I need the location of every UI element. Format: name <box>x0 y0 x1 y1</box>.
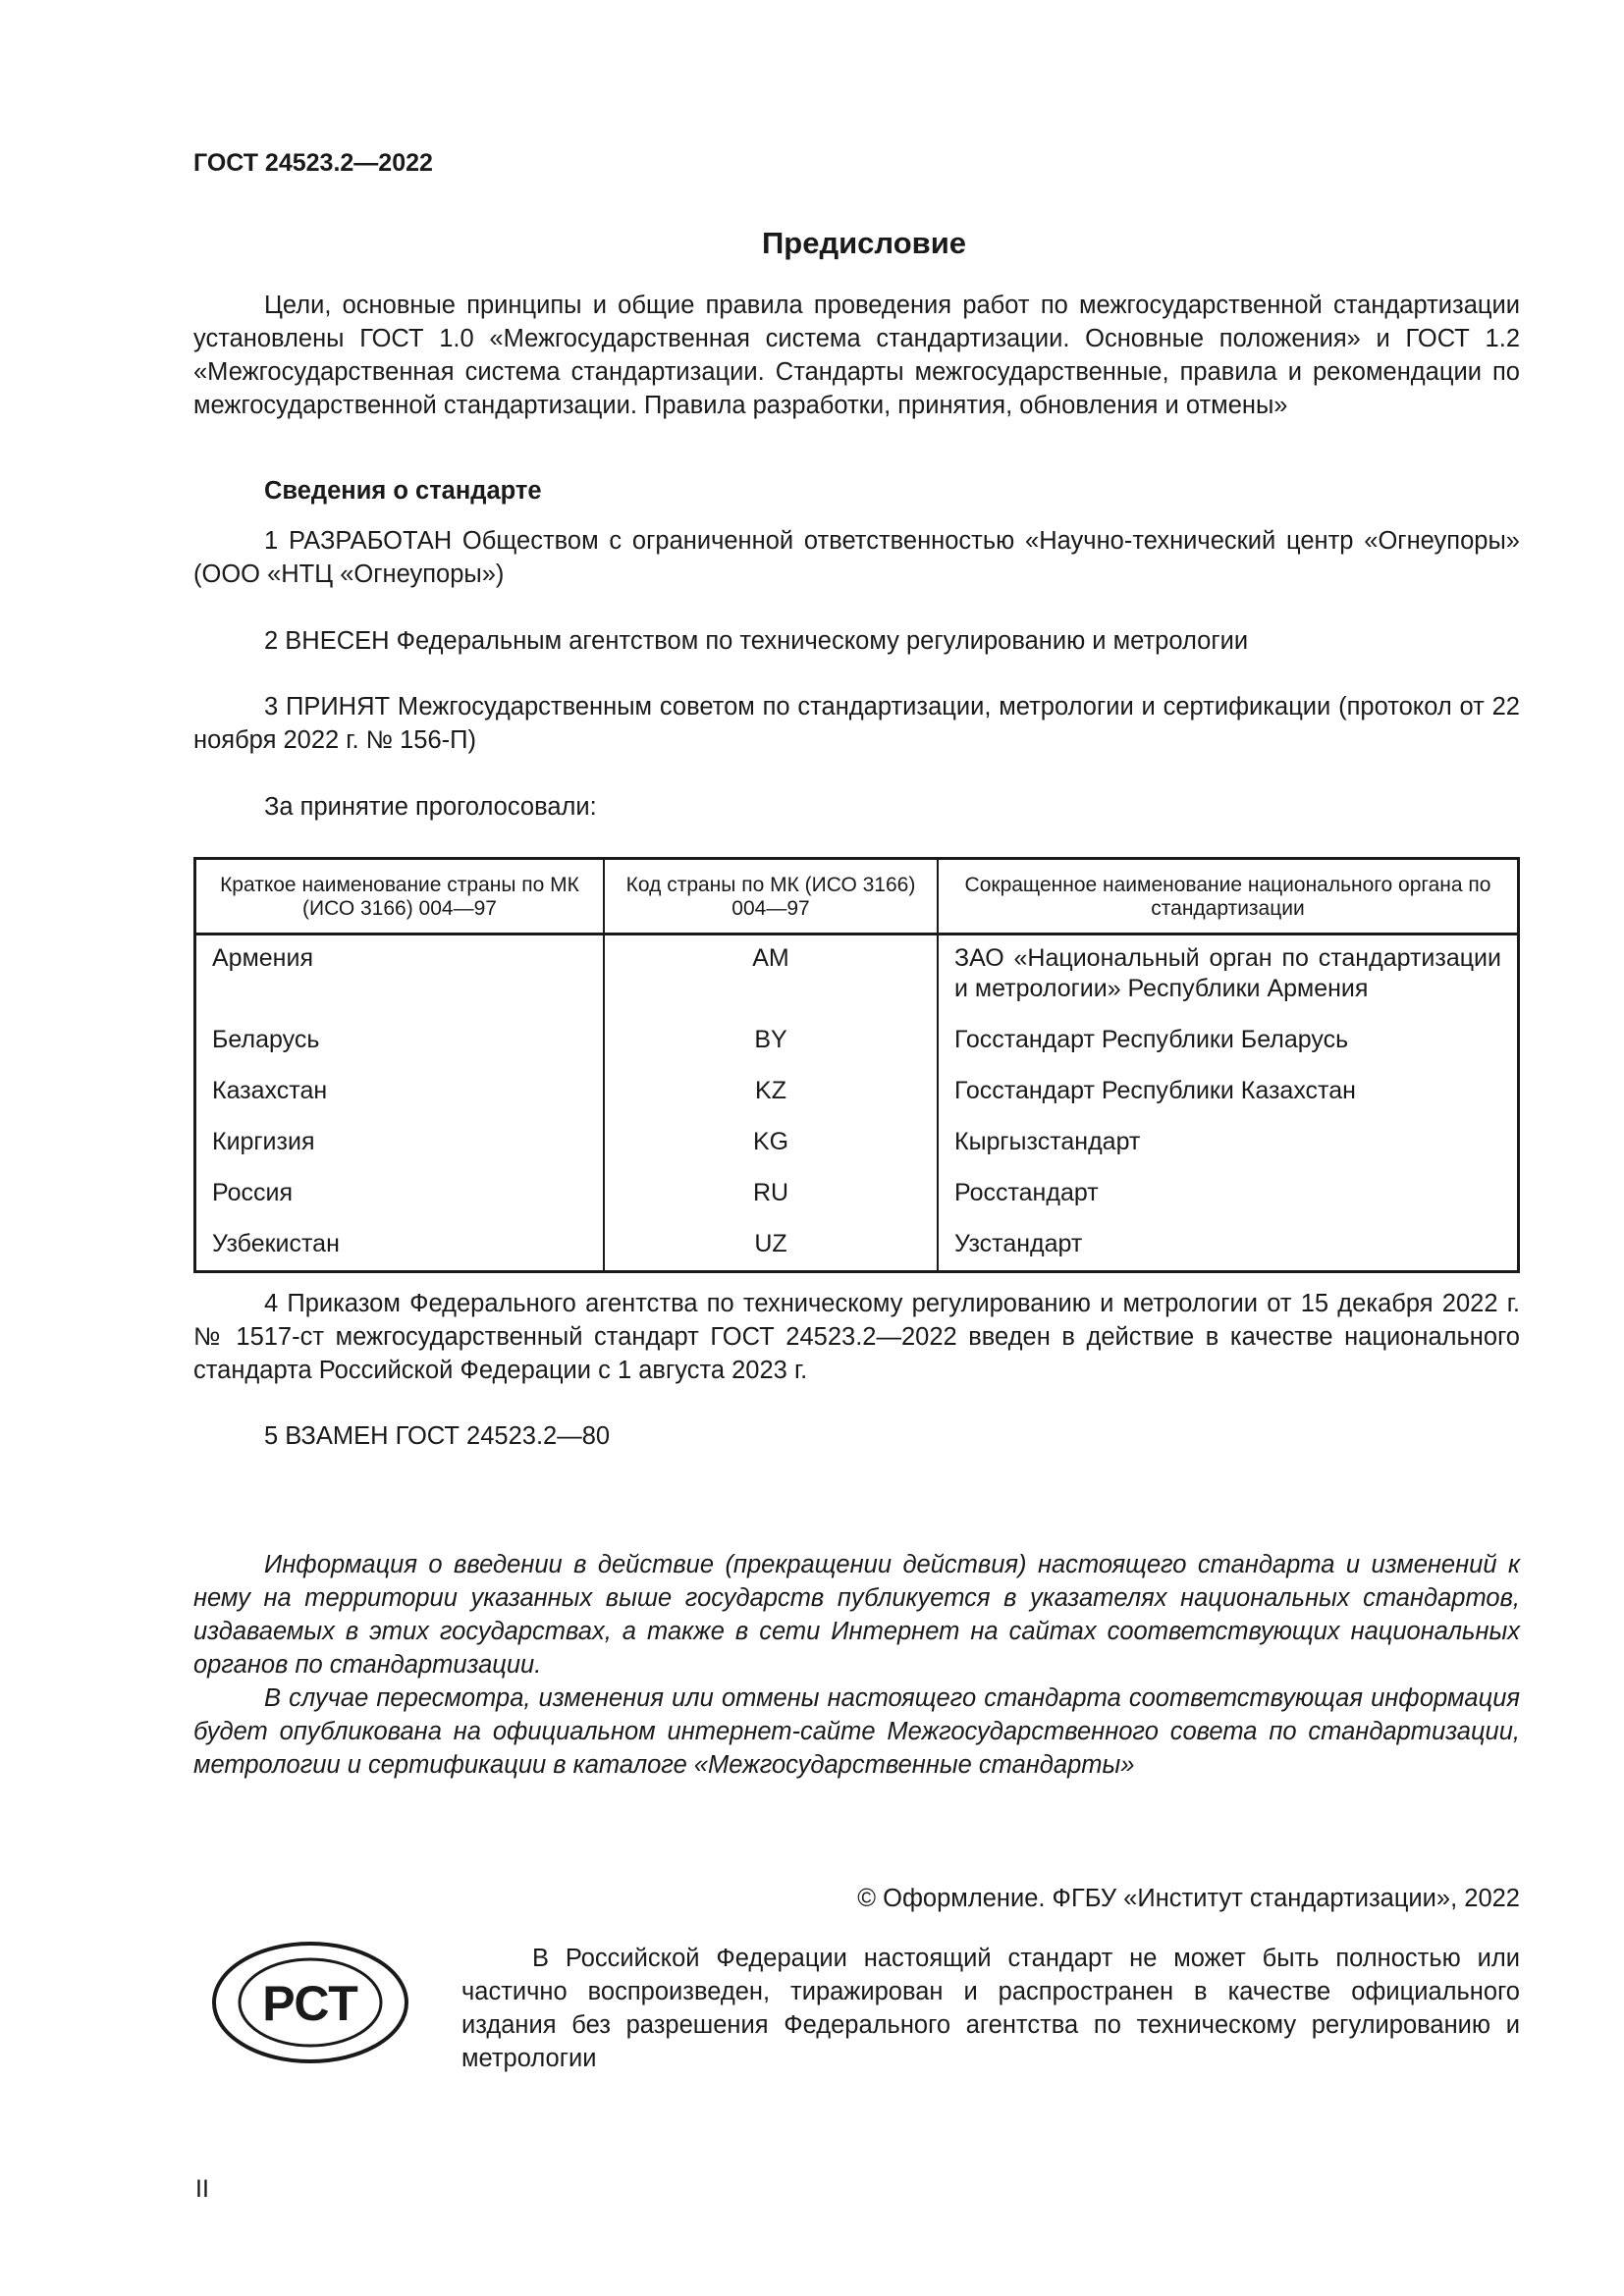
organ-cell: Узстандарт <box>938 1212 1519 1272</box>
item-order: 4 Приказом Федерального агентства по техническому регулированию и метрологии от 15 декабря 2022 г. № 1517-ст межгосударственный стандарт ГОСТ 24523.2—2022 введен в действие в качестве национального стандарта Российской Федерации с 1 августа 2023 г. <box>193 1290 1520 1384</box>
header-organ: Сокращенное наименование национального органа по стандартизации <box>938 859 1519 934</box>
rst-logo-icon <box>209 1940 411 2065</box>
organ-cell: Росстандарт <box>938 1161 1519 1212</box>
rst-logo <box>209 1940 411 2065</box>
table-row <box>195 1008 1519 1059</box>
document-code: ГОСТ 24523.2—2022 <box>193 149 433 177</box>
item-replaces: 5 ВЗАМЕН ГОСТ 24523.2—80 <box>264 1422 611 1450</box>
code-cell: AM <box>604 934 938 1009</box>
table-header-row <box>195 859 1519 934</box>
country-cell: Казахстан <box>212 1077 328 1104</box>
intro-paragraph: Цели, основные принципы и общие правила проведения работ по межгосударственной стандартизации установлены ГОСТ 1.0 «Межгосударственная система стандартизации. Основные положения» и ГОСТ 1.2 «Межгосударственная система стандартизации. Стандарты межгосударственные, правила и рекомендации по межгосударственной стандартизации. Правила разработки, принятия, обновления и отмены» <box>193 292 1520 419</box>
table-row <box>195 934 1519 1009</box>
copy-restriction-notice: В Российской Федерации настоящий стандарт не может быть полностью или частично воспроизведен, тиражирован и распространен в качестве официального издания без разрешения Федерального агентства по техническому регулированию и метрологии <box>461 1945 1520 2072</box>
item-developed: 1 РАЗРАБОТАН Обществом с ограниченной ответственностью «Научно-технический центр «Огнеупоры» (ООО «НТЦ «Огнеупоры») <box>193 527 1520 588</box>
country-cell: Киргизия <box>212 1128 315 1155</box>
organ-cell: Госстандарт Республики Казахстан <box>938 1059 1519 1110</box>
logo-lettering: РСТ <box>262 1976 358 2031</box>
item-adopted: 3 ПРИНЯТ Межгосударственным советом по стандартизации, метрологии и сертификации (протокол от 22 ноября 2022 г. № 156-П) <box>193 693 1520 754</box>
code-cell: KG <box>604 1110 938 1161</box>
code-cell: UZ <box>604 1212 938 1272</box>
voted-label: За принятие проголосовали: <box>264 793 597 821</box>
header-code: Код страны по МК (ИСО 3166) 004—97 <box>604 859 938 934</box>
voting-table <box>193 857 1520 1273</box>
notice-paragraph-info: Информация о введении в действие (прекращении действия) настоящего стандарта и изменений к нему на территории указанных выше государств публикуется в указателях национальных стандартов, издаваемых в этих государствах, а также в сети Интернет на сайтах соответствующих национальных органов по стандартизации. <box>193 1551 1520 1679</box>
copyright-line: © Оформление. ФГБУ «Институт стандартизации», 2022 <box>857 1885 1520 1912</box>
code-cell: KZ <box>604 1059 938 1110</box>
organ-cell: Кыргызстандарт <box>938 1110 1519 1161</box>
item-introduced: 2 ВНЕСЕН Федеральным агентством по техническому регулированию и метрологии <box>264 627 1249 655</box>
page-title: Предисловие <box>761 226 966 260</box>
table-row <box>195 1161 1519 1212</box>
country-cell: Узбекистан <box>212 1230 340 1257</box>
table-row <box>195 1212 1519 1272</box>
country-cell: Россия <box>212 1179 293 1206</box>
notice-paragraph-revision: В случае пересмотра, изменения или отмены настоящего стандарта соответствующая информация будет опубликована на официальном интернет-сайте Межгосударственного совета по стандартизации, метрологии и сертификации в каталоге «Межгосударственные стандарты» <box>193 1684 1520 1779</box>
country-cell: Армения <box>212 944 313 972</box>
country-cell: Беларусь <box>212 1026 320 1053</box>
section-heading: Сведения о стандарте <box>264 477 542 505</box>
organ-cell: ЗАО «Национальный орган по стандартизации и метрологии» Республики Армения <box>938 934 1519 1009</box>
code-cell: BY <box>604 1008 938 1059</box>
table-row <box>195 1110 1519 1161</box>
organ-cell: Госстандарт Республики Беларусь <box>938 1008 1519 1059</box>
table-row <box>195 1059 1519 1110</box>
header-country: Краткое наименование страны по МК (ИСО 3166) 004—97 <box>195 859 605 934</box>
page-number: II <box>195 2175 209 2203</box>
code-cell: RU <box>604 1161 938 1212</box>
